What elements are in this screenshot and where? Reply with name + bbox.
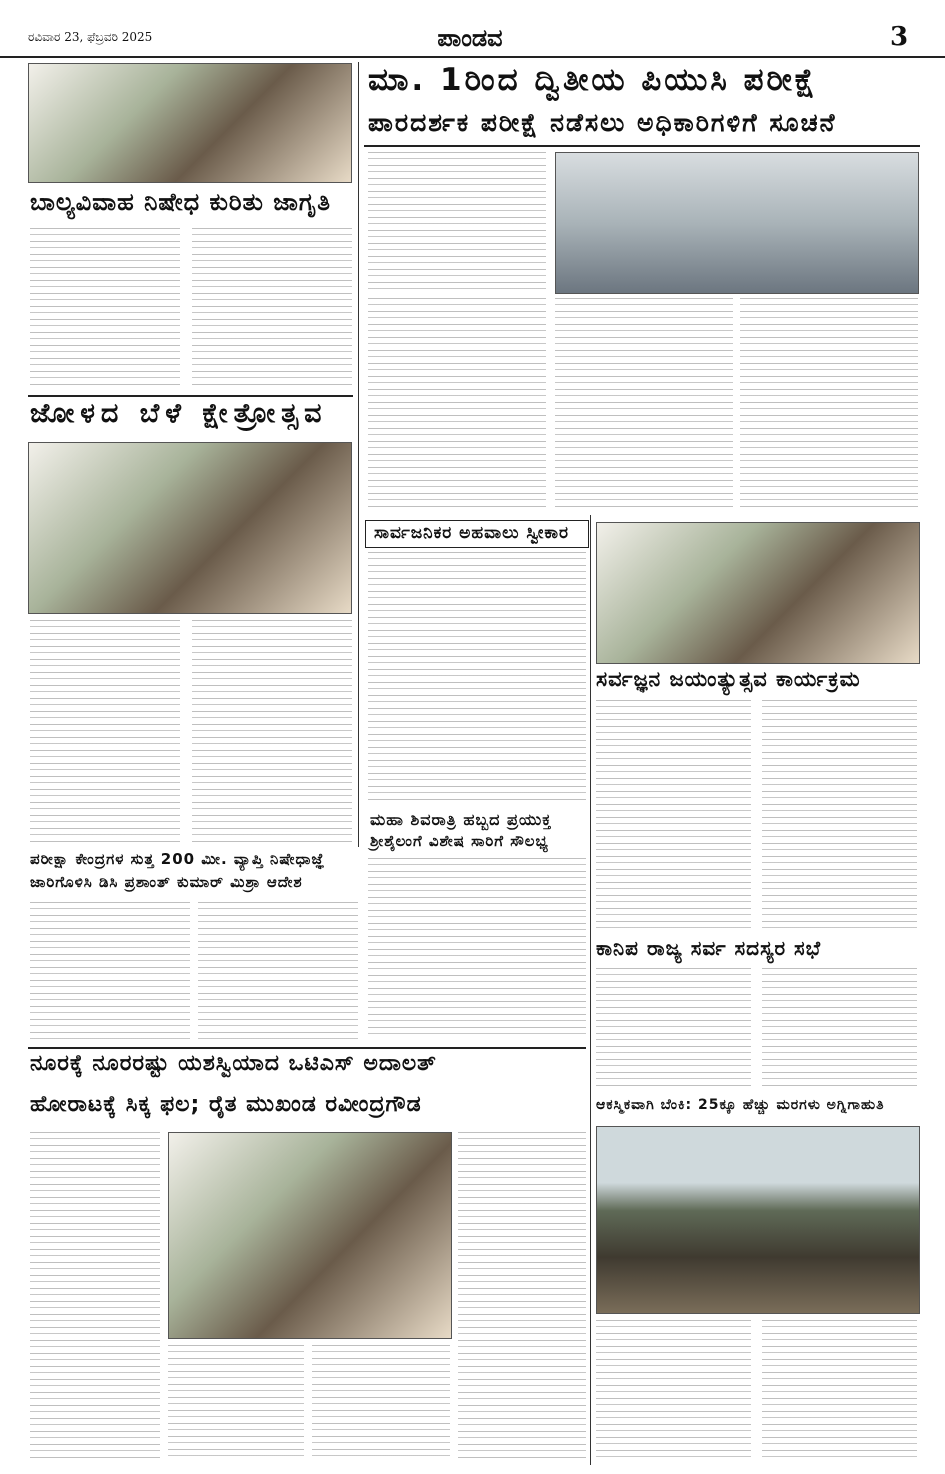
kanipa-body-col2 [762,968,917,1088]
child-marriage-headline: ಬಾಲ್ಯವಿವಾಹ ನಿಷೇಧ ಕುರಿತು ಜಾಗೃತಿ [30,188,331,216]
fire-photo [596,1126,920,1314]
column-rule [590,515,591,1465]
ots-headline-1: ನೂರಕ್ಕೆ ನೂರರಷ್ಟು ಯಶಸ್ವಿಯಾದ ಒಟಿಎಸ್ ಅದಾಲತ್ [30,1051,437,1076]
corn-fest-photo [28,442,352,614]
grievance-body [368,552,586,804]
shivaratri-body [368,858,586,1038]
exam-centers-headline-1: ಪರೀಕ್ಷಾ ಕೇಂದ್ರಗಳ ಸುತ್ತ 200 ಮೀ. ವ್ಯಾಪ್ತಿ ನಿಷೇಧಾಜ್ಞೆ [30,850,326,868]
section-divider [28,395,353,397]
ots-headline-2: ಹೋರಾಟಕ್ಕೆ ಸಿಕ್ಕ ಫಲ; ರೈತ ಮುಖಂಡ ರವೀಂದ್ರಗೌಡ [30,1092,422,1117]
sarvajna-body-col1 [596,700,751,932]
column-rule [358,62,359,847]
section-divider [28,1047,586,1049]
exam-main-body-intro [368,152,546,292]
kanipa-headline: ಕಾನಿಪ ರಾಜ್ಯ ಸರ್ವ ಸದಸ್ಯರ ಸಭೆ [596,936,822,960]
exam-centers-body-col1 [30,902,190,1042]
child-marriage-body-col1 [30,228,180,388]
headline-underline [364,145,920,147]
exam-main-headline-1: ಮಾ. 1ರಿಂದ ದ್ವಿತೀಯ ಪಿಯುಸಿ ಪರೀಕ್ಷೆ [368,62,818,98]
ots-body-col4 [458,1132,586,1460]
exam-centers-headline-2: ಜಾರಿಗೊಳಿಸಿ ಡಿಸಿ ಪ್ರಶಾಂತ್ ಕುಮಾರ್ ಮಿಶ್ರಾ ಆದೇಶ [30,873,303,891]
newspaper-name: ಪಾಂಡವ [437,24,503,52]
corn-fest-body-col2 [192,620,352,842]
exam-meeting-photo [555,152,919,294]
fire-body-col2 [762,1320,917,1460]
sarvajna-photo [596,522,920,664]
child-marriage-body-col2 [192,228,352,388]
exam-main-body-col1 [368,298,546,510]
ots-body-col3 [312,1345,450,1460]
fire-body-col1 [596,1320,751,1460]
grievance-headline: ಸಾರ್ವಜನಿಕರ ಅಹವಾಲು ಸ್ವೀಕಾರ [374,523,570,543]
shivaratri-headline-2: ಶ್ರೀಶೈಲಂಗೆ ವಿಶೇಷ ಸಾರಿಗೆ ಸೌಲಭ್ಯ [370,832,549,850]
sarvajna-body-col2 [762,700,917,932]
corn-fest-body-col1 [30,620,180,842]
sarvajna-headline: ಸರ್ವಜ್ಞನ ಜಯಂತ್ಯುತ್ಸವ ಕಾರ್ಯಕ್ರಮ [596,667,861,691]
exam-main-body-col2 [555,298,733,510]
issue-date: ರವಿವಾರ 23, ಫೆಬ್ರವರಿ 2025 [28,30,153,44]
page-number: 3 [890,22,909,52]
ots-photo [168,1132,452,1339]
exam-main-headline-2: ಪಾರದರ್ಶಕ ಪರೀಕ್ಷೆ ನಡೆಸಲು ಅಧಿಕಾರಿಗಳಿಗೆ ಸೂಚನೆ [368,108,837,137]
ots-body-col1 [30,1132,160,1460]
exam-main-body-col3 [740,298,918,510]
fire-headline: ಆಕಸ್ಮಿಕವಾಗಿ ಬೆಂಕಿ: 25ಕ್ಕೂ ಹೆಚ್ಚು ಮರಗಳು ಅಗ್ನಿಗಾಹುತಿ [596,1097,885,1113]
shivaratri-headline-1: ಮಹಾ ಶಿವರಾತ್ರಿ ಹಬ್ಬದ ಪ್ರಯುಕ್ತ [370,810,552,829]
ots-body-col2 [168,1345,304,1460]
corn-fest-headline: ಜೋಳದ ಬೆಳೆ ಕ್ಷೇತ್ರೋತ್ಸವ [30,398,328,429]
kanipa-body-col1 [596,968,751,1088]
child-marriage-photo [28,63,352,183]
exam-centers-body-col2 [198,902,358,1042]
